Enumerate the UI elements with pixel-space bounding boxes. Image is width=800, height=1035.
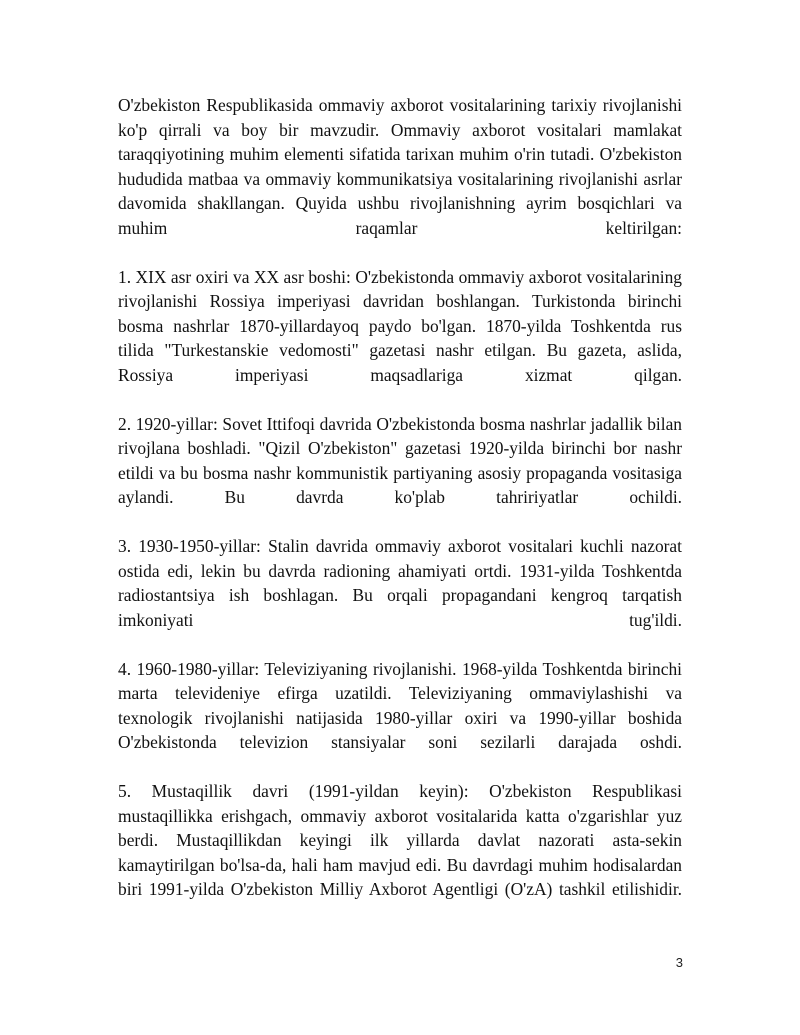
section-paragraph-5: 5. Mustaqillik davri (1991-yildan keyin): O'zbekiston Respublikasi mustaqillikka erishgach, ommaviy axborot vositalarida katta o'zgarishlar yuz berdi. Mustaqillikdan keyingi ilk yillarda davlat nazorati asta-sekin kamaytirilgan bo'lsa-da, hali ham mavjud edi. Bu davrdagi muhim hodisalardan biri 1991-yilda O'zbekiston Milliy Axborot Agentligi (O'zA) tashkil etilishidir.: [118, 781, 682, 899]
section-paragraph-4: 4. 1960-1980-yillar: Televiziyaning rivojlanishi. 1968-yilda Toshkentda birinchi marta televideniye efirga uzatildi. Televiziyaning ommaviylashishi va texnologik rivojlanishi natijasida 1980-yillar oxiri va 1990-yillar boshida O'zbekistonda televizion stansiyalar soni sezilarli darajada oshdi.: [118, 658, 682, 752]
section-paragraph-3: 3. 1930-1950-yillar: Stalin davrida ommaviy axborot vositalari kuchli nazorat ostida edi, lekin bu davrda radioning ahamiyati ortdi. 1931-yilda Toshkentda radiostantsiya ish boshlagan. Bu orqali propagandani kengroq tarqatish imkoniyati tug'ildi.: [118, 536, 682, 630]
paragraph-spacer: [118, 510, 682, 535]
document-body: [118, 93, 682, 902]
paragraph-spacer: [118, 632, 682, 657]
intro-paragraph: O'zbekiston Respublikasida ommaviy axborot vositalarining tarixiy rivojlanishi ko'p qirrali va boy bir mavzudir. Ommaviy axborot vositalari mamlakat taraqqiyotining muhim elementi sifatida tarixan muhim o'rin tutadi. O'zbekiston hududida matbaa va ommaviy kommunikatsiya vositalarining rivojlanishi asrlar davomida shakllangan. Quyida ushbu rivojlanishning ayrim bosqichlari va muhim raqamlar keltirilgan:: [118, 95, 682, 238]
section-paragraph-2: 2. 1920-yillar: Sovet Ittifoqi davrida O'zbekistonda bosma nashrlar jadallik bilan rivojlana boshladi. "Qizil O'zbekiston" gazetasi 1920-yilda birinchi bor nashr etildi va bu bosma nashr kommunistik partiyaning asosiy propaganda vositasiga aylandi. Bu davrda ko'plab tahririyatlar ochildi.: [118, 413, 682, 507]
paragraph-spacer: [118, 240, 682, 265]
paragraph-spacer: [118, 755, 682, 780]
paragraph-spacer: [118, 387, 682, 412]
page-number: 3: [675, 955, 683, 970]
section-paragraph-1: 1. XIX asr oxiri va XX asr boshi: O'zbekistonda ommaviy axborot vositalarining rivojlanishi Rossiya imperiyasi davridan boshlangan. Turkistonda birinchi bosma nashrlar 1870-yillardayoq paydo bo'lgan. 1870-yilda Toshkentda rus tilida "Turkestanskie vedomosti" gazetasi nashr etilgan. Bu gazeta, aslida, Rossiya imperiyasi maqsadlariga xizmat qilgan.: [118, 266, 682, 385]
